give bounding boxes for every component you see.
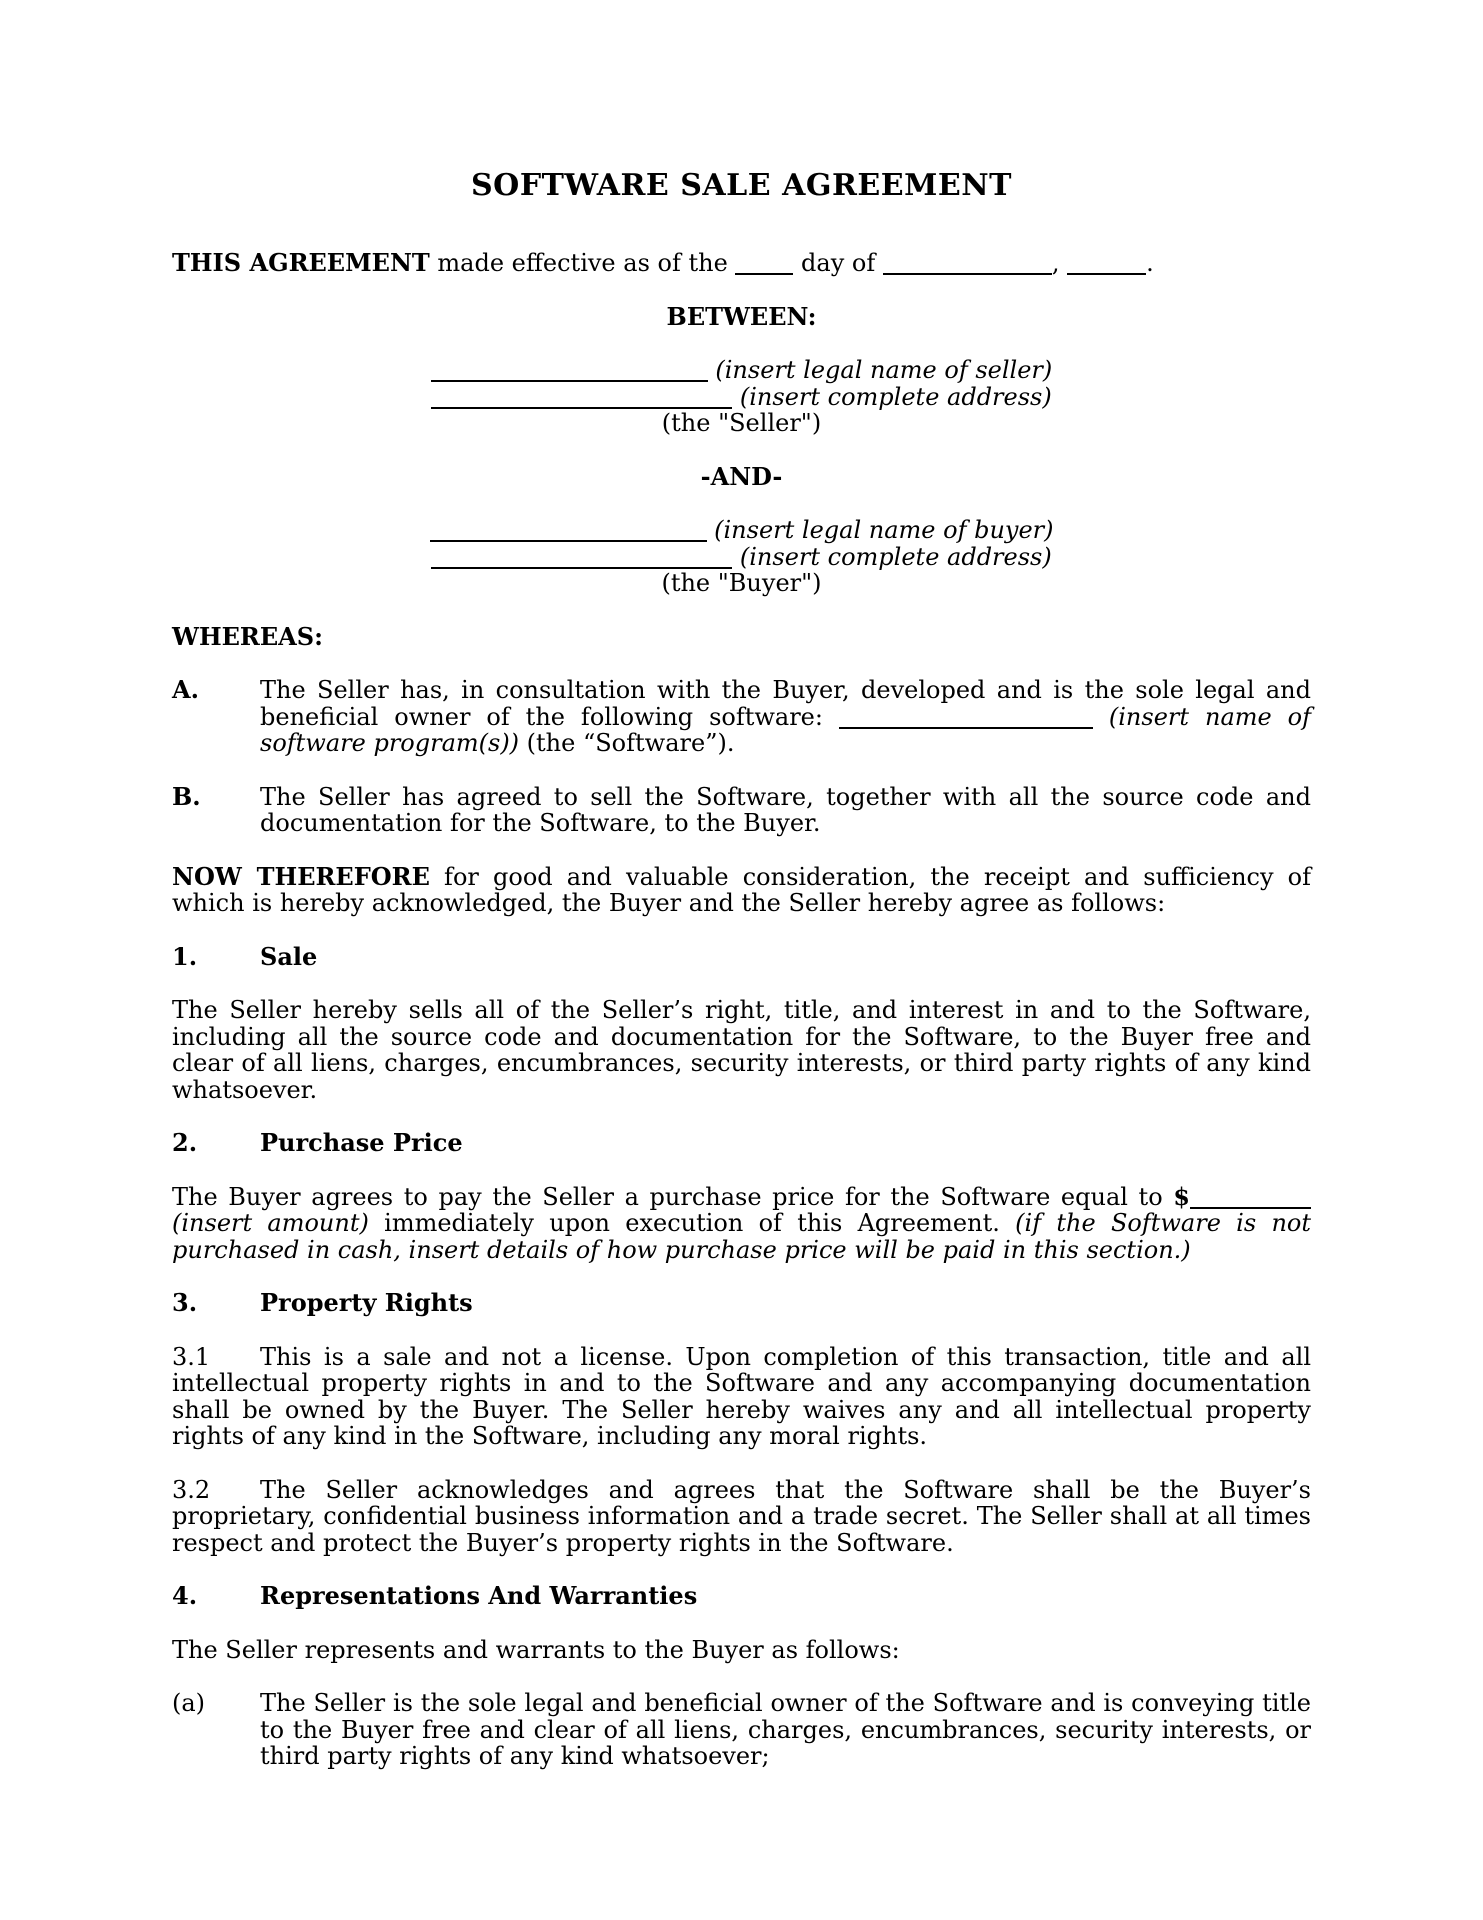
recital-b-text: The Seller has agreed to sell the Software, together with all the source code and documentation for the Software, to the Buyer. [260, 782, 1311, 837]
section-3-number: 3. [172, 1288, 198, 1317]
year-fill-blank [1067, 271, 1146, 275]
document-title: SOFTWARE SALE AGREEMENT [471, 168, 1012, 203]
recital-a [172, 677, 1311, 757]
section-2-text-1: The Buyer agrees to pay the Seller a purchase price for the Software equal to [172, 1182, 1174, 1211]
whereas-label: WHEREAS: [172, 621, 323, 651]
day-fill-blank [735, 271, 793, 275]
and-separator: -AND- [700, 461, 783, 491]
section-4-lead: The Seller represents and warrants to the Buyer as follows: [172, 1635, 900, 1664]
intro-text-2: day of [793, 249, 883, 277]
seller-name-fill-blank [431, 378, 708, 382]
section-4-label: Representations And Warranties [260, 1581, 698, 1610]
month-fill-blank [883, 271, 1052, 275]
section-3-heading [172, 1290, 1311, 1317]
section-1-number: 1. [172, 941, 198, 971]
recital-a-italic-note: (insert name of software program(s)) [260, 702, 1312, 757]
buyer-name-line [172, 517, 1311, 544]
rep-item-a [172, 1690, 1311, 1770]
now-therefore-clause [172, 861, 1311, 917]
recital-b-number: B. [172, 781, 201, 811]
amount-fill-blank [1190, 1205, 1311, 1209]
buyer-name-fill-blank [430, 538, 707, 542]
section-3-label: Property Rights [260, 1288, 473, 1317]
buyer-address-line [172, 544, 1311, 571]
section-2-number: 2. [172, 1128, 198, 1157]
section-4-number: 4. [172, 1581, 198, 1610]
now-therefore-text: for good and valuable consideration, the receipt and sufficiency of which is hereby acknowledged, the Buyer and the Seller hereby agree as follows: [172, 862, 1311, 917]
recital-b [172, 781, 1311, 837]
section-2-heading [172, 1130, 1311, 1157]
section-1-heading [172, 941, 1311, 971]
seller-designation: (the "Seller") [661, 409, 822, 437]
between-label: BETWEEN: [666, 301, 817, 331]
intro-clause [172, 250, 1311, 277]
section-2-paragraph [172, 1181, 1312, 1264]
subclause-3-1-number: 3.1 [172, 1342, 211, 1371]
now-therefore-lead-bold: NOW THEREFORE [172, 861, 430, 891]
section-2-text-2: immediately upon execution of this Agreement. [368, 1209, 1016, 1237]
section-1-label: Sale [260, 941, 318, 971]
intro-lead-bold: THIS AGREEMENT [172, 248, 430, 277]
rep-item-a-number: (a) [172, 1689, 206, 1717]
section-2-label: Purchase Price [260, 1128, 463, 1157]
recital-a-text-2: (the “Software”). [519, 729, 735, 757]
software-name-fill-blank [839, 725, 1093, 729]
buyer-designation: (the "Buyer") [661, 569, 822, 597]
seller-name-line [172, 357, 1311, 384]
intro-text-1: made effective as of the [429, 249, 736, 277]
rep-item-a-text: The Seller is the sole legal and beneficial owner of the Software and is conveying title to the Buyer free and clear of all liens, charges, encumbrances, security interests, or third party rights of any kind whatsoever; [260, 1689, 1311, 1770]
subclause-3-2 [172, 1477, 1311, 1557]
seller-name-label: (insert legal name of seller) [715, 356, 1053, 384]
intro-period: . [1146, 249, 1154, 277]
recital-a-text-1: The Seller has, in consultation with the Buyer, developed and is the sole legal and beneficial owner of the following software: [260, 676, 1311, 731]
subclause-3-2-number: 3.2 [172, 1475, 211, 1504]
section-4-heading [172, 1583, 1311, 1610]
subclause-3-1 [172, 1344, 1311, 1450]
buyer-name-label: (insert legal name of buyer) [714, 516, 1054, 544]
seller-address-fill-blank [431, 405, 732, 409]
seller-address-line [172, 384, 1311, 411]
intro-comma: , [1051, 249, 1068, 277]
amount-italic-note: (insert amount) [172, 1209, 369, 1237]
subclause-3-2-text: The Seller acknowledges and agrees that the Software shall be the Buyer’s proprietary, confidential business information and a trade secret. The Seller shall at all times respect and protect the Buyer’s property rights in the Software. [172, 1475, 1311, 1557]
payment-details-italic-note: (if the Software is not purchased in cash, insert details of how purchase price will be paid in this section.) [172, 1209, 1312, 1264]
buyer-address-label: (insert complete address) [739, 542, 1052, 571]
seller-address-label: (insert complete address) [739, 382, 1052, 411]
subclause-3-1-text: This is a sale and not a license. Upon completion of this transaction, title and all intellectual property rights in and to the Software and any accompanying documentation shall be owned by the Buyer. The Seller hereby waives any and all intellectual property rights of any kind in the Software, including any moral rights. [172, 1342, 1311, 1450]
recital-a-number: A. [172, 675, 199, 704]
dollar-sign: $ [1173, 1181, 1190, 1211]
section-1-paragraph: The Seller hereby sells all of the Seller’s right, title, and interest in and to the Software, including all the source code and documentation for the Software, to the Buyer free and clear of all liens, charges, encumbrances, security interests, or third party rights of any kind whatsoever. [172, 996, 1311, 1104]
buyer-address-fill-blank [431, 565, 732, 569]
